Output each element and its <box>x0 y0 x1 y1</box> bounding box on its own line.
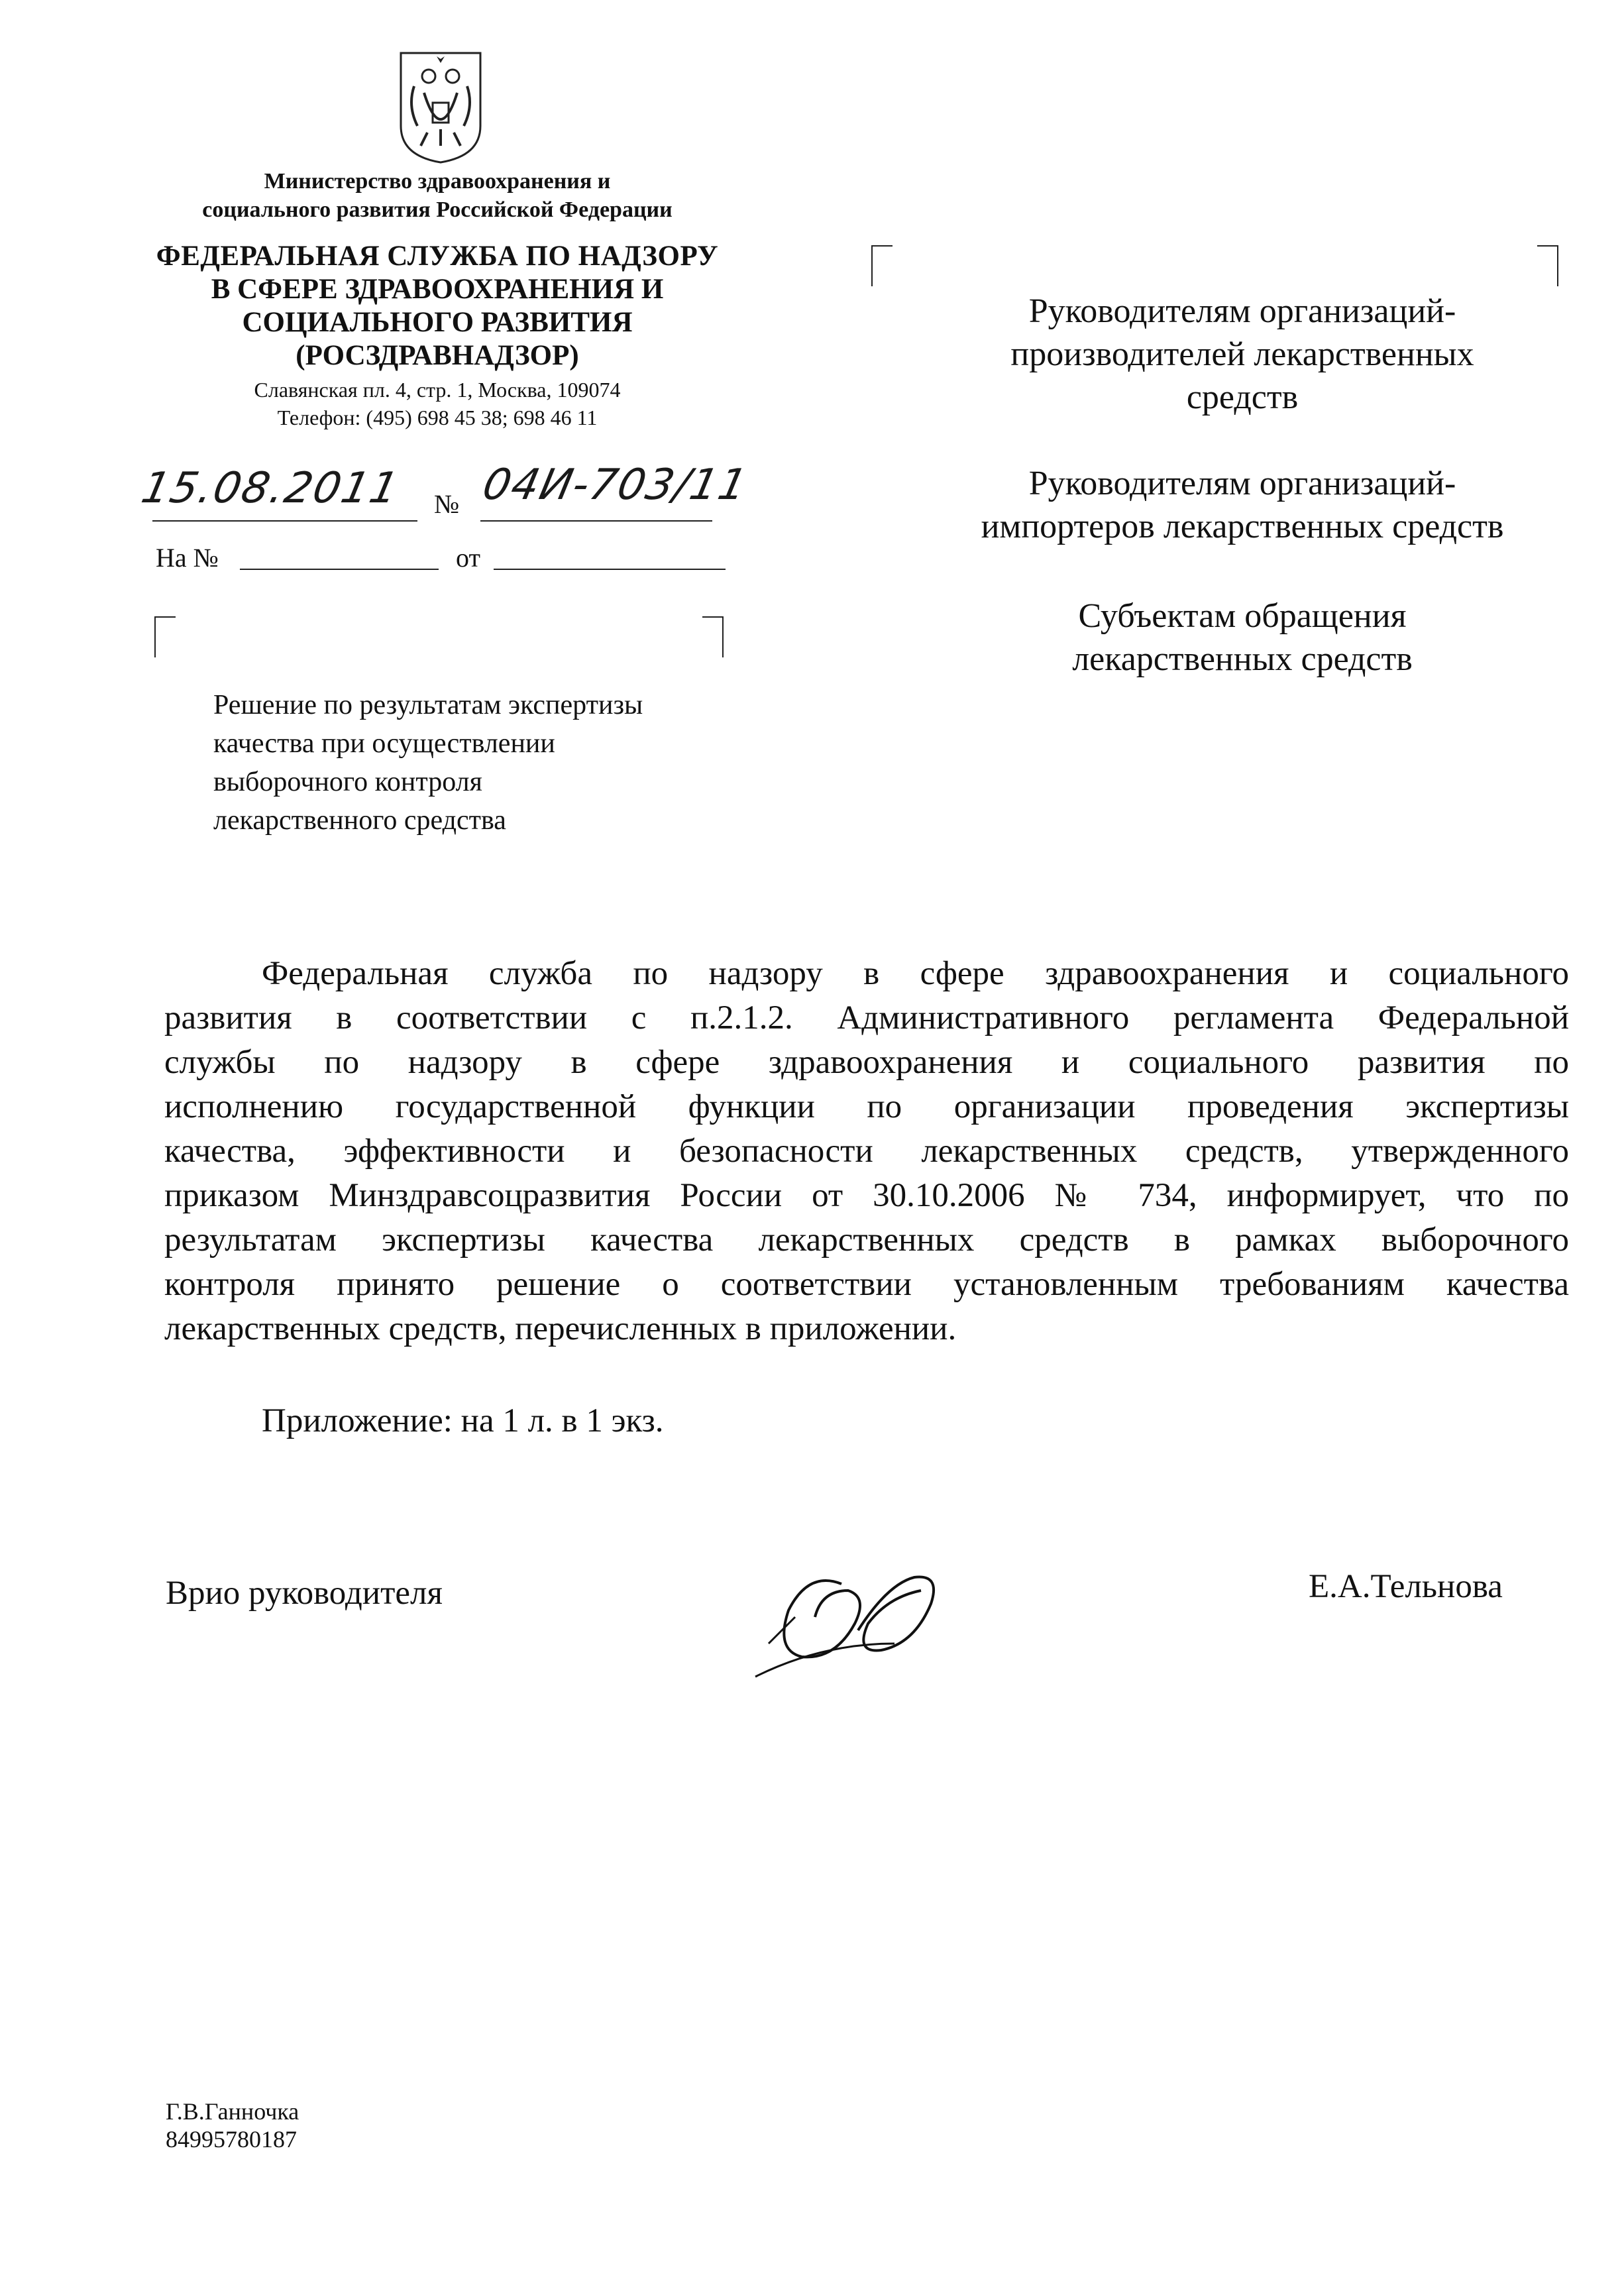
subject-line2: качества при осуществлении <box>213 728 555 759</box>
subject-bracket-right <box>702 616 724 657</box>
recipient-1-line2: производителей лекарственных <box>1010 335 1474 373</box>
subject-line1: Решение по результатам экспертизы <box>213 690 643 720</box>
recipient-3-line1: Субъектам обращения <box>1078 597 1407 635</box>
reply-date-label: от <box>456 543 480 573</box>
recipient-1-line3: средств <box>1186 378 1299 416</box>
agency-address: Славянская пл. 4, стр. 1, Москва, 109074 <box>254 378 621 402</box>
body-line: Федеральная служба по надзору в сфере здравоохранения и социального <box>262 955 1569 992</box>
agency-name-line3: СОЦИАЛЬНОГО РАЗВИТИЯ <box>242 307 633 338</box>
body-line: результатам экспертизы качества лекарственных средств в рамках выборочного <box>164 1221 1569 1259</box>
body-line: развития в соответствии с п.2.1.2. Административного регламента Федеральной <box>164 999 1569 1036</box>
body-line: приказом Минздравсоцразвития России от 30.10.2006 № 734, информирует, что по <box>164 1177 1569 1214</box>
date-underline <box>152 520 417 522</box>
reply-date-field <box>494 569 726 570</box>
number-label: № <box>434 489 460 519</box>
executor-name: Г.В.Ганночка <box>166 2098 299 2125</box>
reply-number-field <box>240 569 439 570</box>
recipient-2-line1: Руководителям организаций- <box>1028 465 1456 502</box>
subject-line3: выборочного контроля <box>213 767 482 797</box>
recipient-3-line2: лекарственных средств <box>1072 640 1413 678</box>
recipient-2-line2: импортеров лекарственных средств <box>981 508 1504 545</box>
executor-phone: 84995780187 <box>166 2126 297 2153</box>
body-line: лекарственных средств, перечисленных в приложении. <box>164 1310 957 1347</box>
signatory-title: Врио руководителя <box>166 1575 443 1612</box>
recipient-bracket-left <box>871 245 893 286</box>
ministry-name-line2: социального развития Российской Федерации <box>202 197 673 222</box>
russian-coat-of-arms-icon <box>388 46 494 166</box>
handwritten-signature <box>742 1544 981 1697</box>
number-underline <box>480 520 712 522</box>
recipient-bracket-right <box>1537 245 1558 286</box>
body-line: исполнению государственной функции по организации проведения экспертизы <box>164 1088 1569 1125</box>
document-date: 15.08.2011 <box>137 464 404 513</box>
attachment-note: Приложение: на 1 л. в 1 экз. <box>262 1402 664 1439</box>
subject-line4: лекарственного средства <box>213 805 506 836</box>
reply-number-label: На № <box>156 543 219 573</box>
signatory-name: Е.А.Тельнова <box>1309 1568 1503 1605</box>
subject-bracket-left <box>154 616 176 657</box>
body-line: качества, эффективности и безопасности лекарственных средств, утвержденного <box>164 1133 1569 1170</box>
agency-name-line1: ФЕДЕРАЛЬНАЯ СЛУЖБА ПО НАДЗОРУ <box>156 241 719 272</box>
body-line: службы по надзору в сфере здравоохранения и социального развития по <box>164 1044 1569 1081</box>
agency-phone: Телефон: (495) 698 45 38; 698 46 11 <box>277 406 598 429</box>
agency-name-line2: В СФЕРЕ ЗДРАВООХРАНЕНИЯ И <box>211 274 664 305</box>
body-line: контроля принято решение о соответствии установленным требованиям качества <box>164 1266 1569 1303</box>
document-number: 04И-703/11 <box>478 461 753 510</box>
agency-name-line4: (РОСЗДРАВНАДЗОР) <box>296 340 579 371</box>
ministry-name-line1: Министерство здравоохранения и <box>264 169 611 194</box>
recipient-1-line1: Руководителям организаций- <box>1028 292 1456 330</box>
